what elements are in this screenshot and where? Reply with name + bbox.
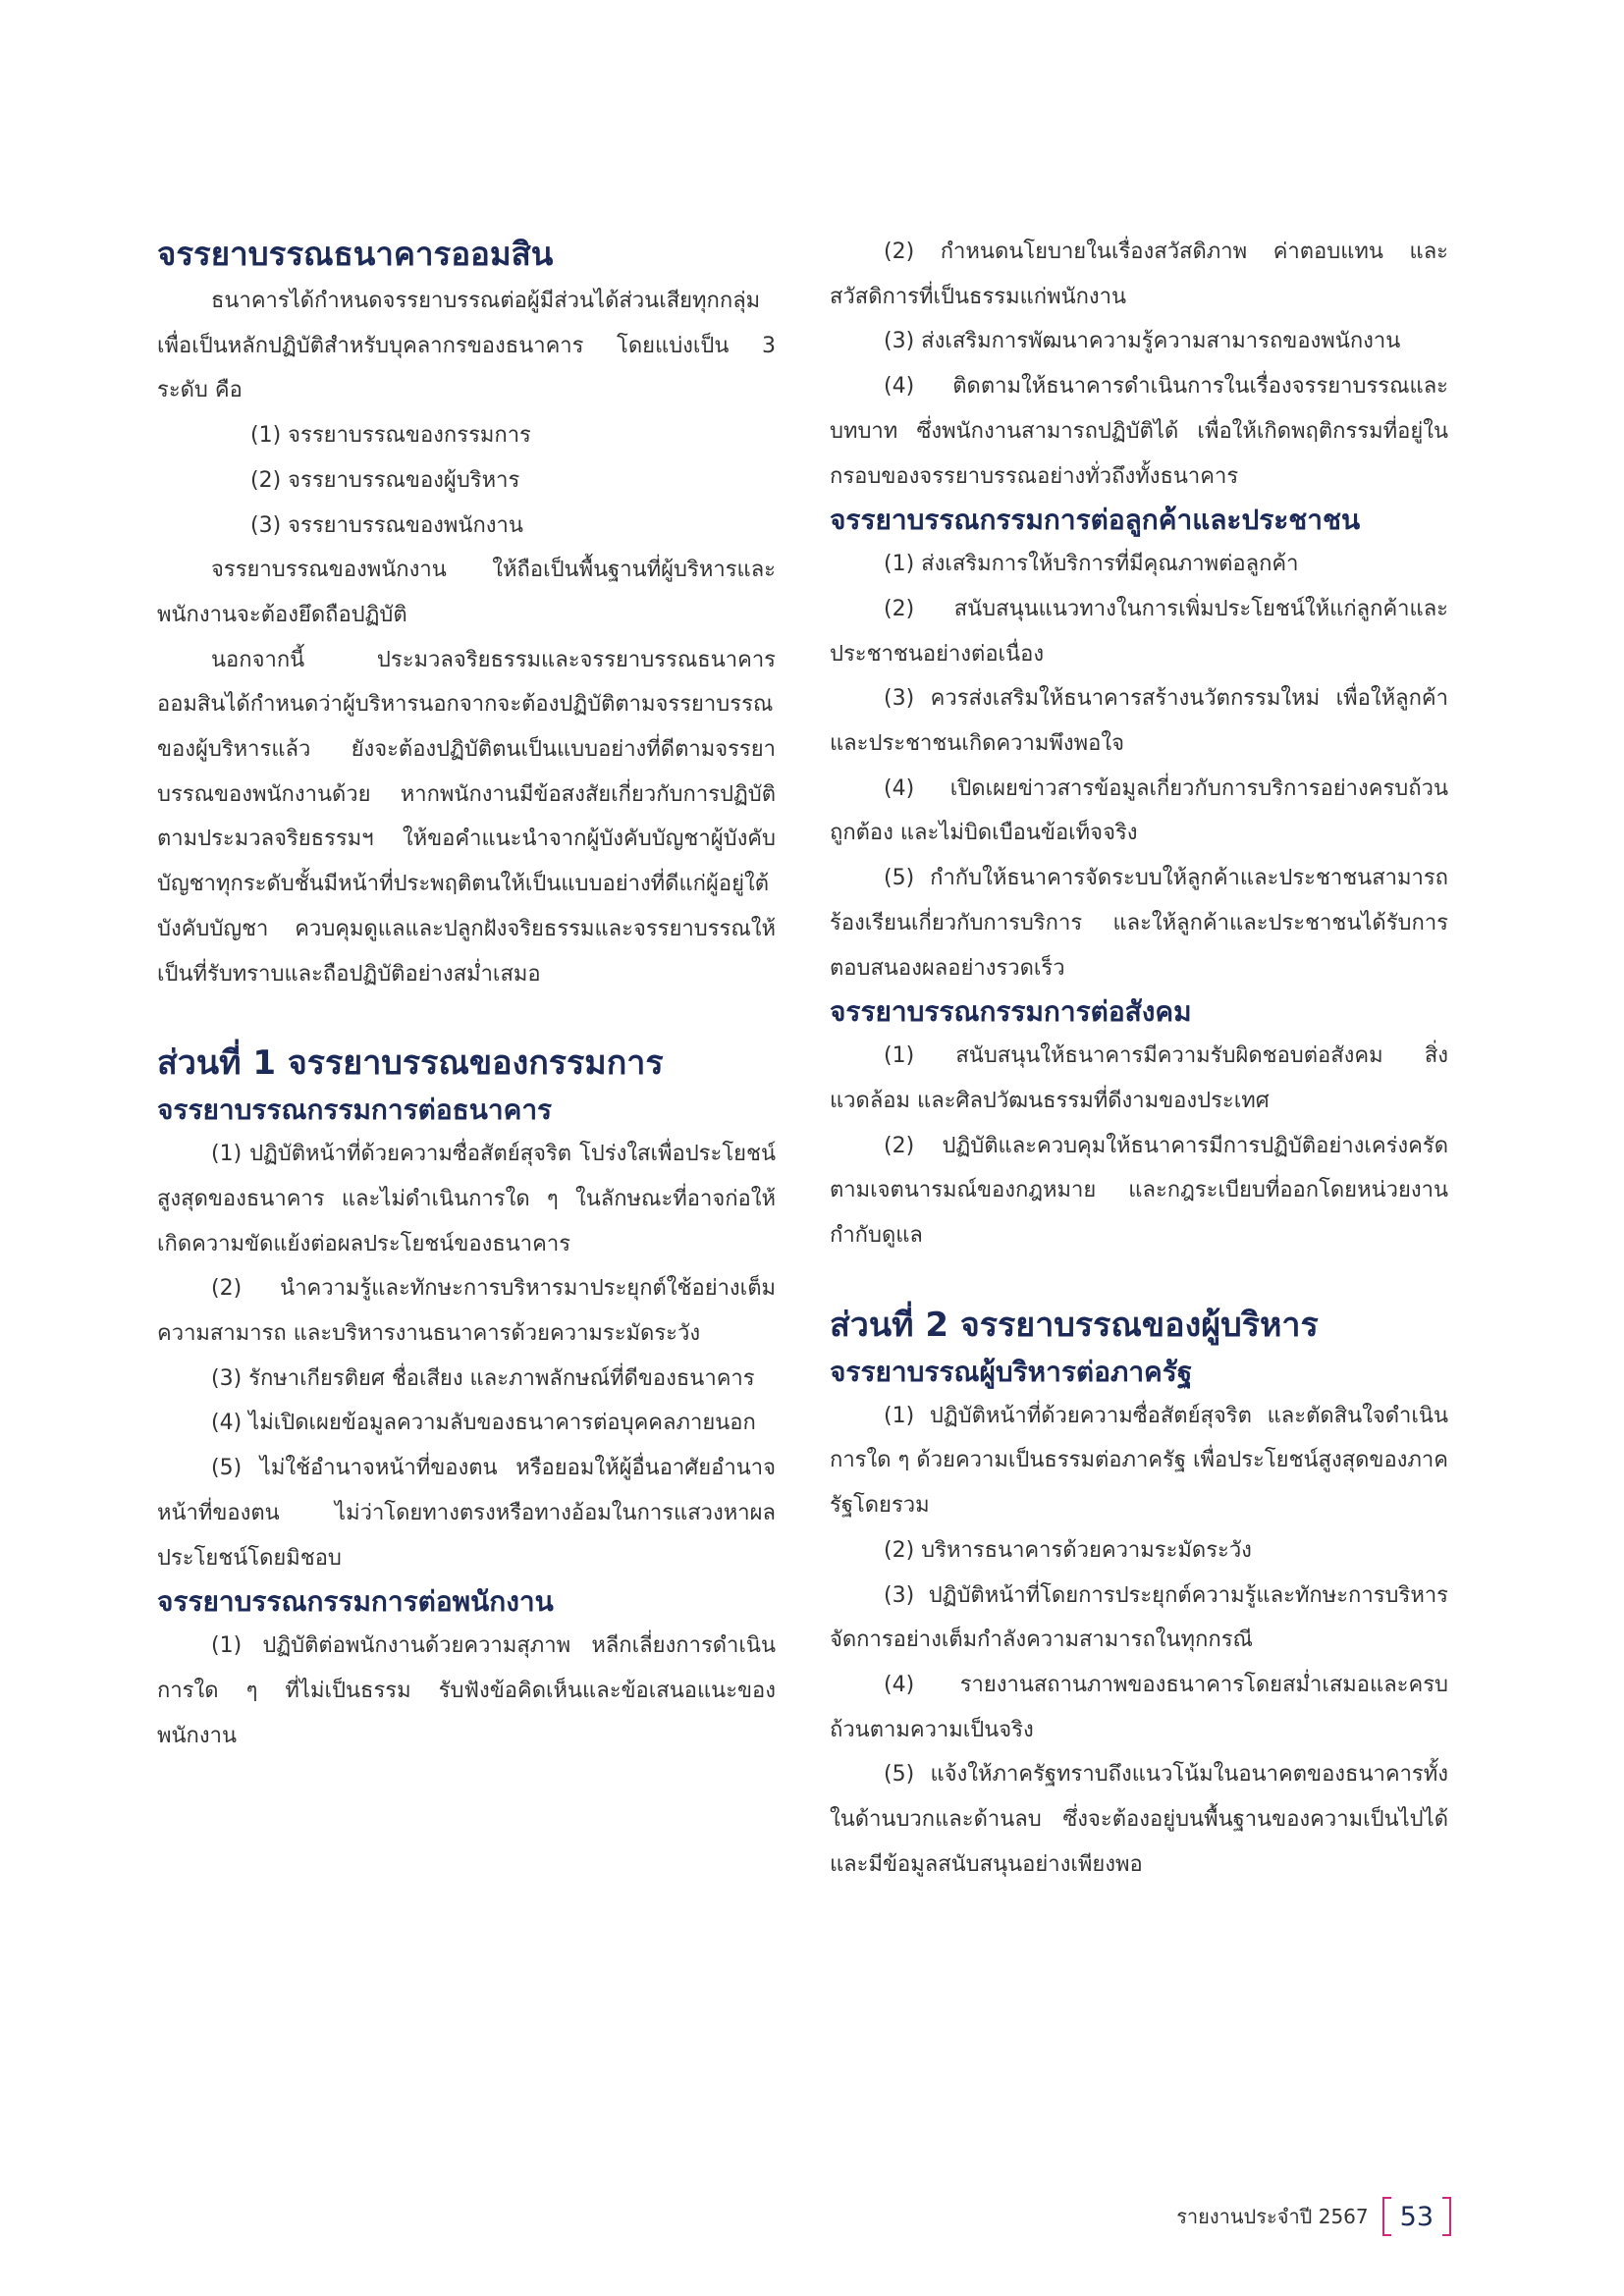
gsb-ethics-heading: จรรยาบรรณธนาคารออมสิน bbox=[157, 235, 554, 273]
part1-title: ส่วนที่ 1 จรรยาบรรณของกรรมการ bbox=[157, 1043, 664, 1084]
list-item: (5) กำกับให้ธนาคารจัดระบบให้ลูกค้าและประชาชนสามารถร้องเรียนเกี่ยวกับการบริการ และให้ลูกค้าและประชาชนได้รับการตอบสนองผลอย่างรวดเร็ว bbox=[830, 866, 1448, 981]
executive-to-state-heading: จรรยาบรรณผู้บริหารต่อภาครัฐ bbox=[830, 1355, 1193, 1388]
executive-ethics-paragraph: นอกจากนี้ ประมวลจริยธรรมและจรรยาบรรณธนาคารออมสินได้กำหนดว่าผู้บริหารนอกจากจะต้องปฏิบัติตามจรรยาบรรณของผู้บริหารแล้ว ยังจะต้องปฏิบัติตนเป็นแบบอย่างที่ดีตามจรรยาบรรณของพนักงานด้วย หากพนักงานมีข้อสงสัยเกี่ยวกับการปฏิบัติตามประมวลจริยธรรมฯ ให้ขอคำแนะนำจากผู้บังคับบัญชาผู้บังคับบัญชาทุกระดับชั้นมีหน้าที่ประพฤติตนให้เป็นแบบอย่างที่ดีแก่ผู้อยู่ใต้บังคับบัญชา ควบคุมดูแลและปลูกฝังจริยธรรมและจรรยาบรรณให้เป็นที่รับทราบและถือปฏิบัติอย่างสม่ำเสมอ bbox=[157, 647, 776, 987]
employee-ethics-paragraph: จรรยาบรรณของพนักงาน ให้ถือเป็นพื้นฐานที่ผู้บริหารและพนักงานจะต้องยึดถือปฏิบัติ bbox=[157, 558, 776, 627]
list-item: (5) แจ้งให้ภาครัฐทราบถึงแนวโน้มในอนาคตของธนาคารทั้งในด้านบวกและด้านลบ ซึ่งจะต้องอยู่บนพื้นฐานของความเป็นไปได้และมีข้อมูลสนับสนุนอย่างเพียงพอ bbox=[830, 1762, 1448, 1877]
left-column bbox=[157, 230, 776, 1758]
page-number-box bbox=[1382, 2197, 1451, 2236]
list-item: (1) ปฏิบัติหน้าที่ด้วยความซื่อสัตย์สุจริต โปร่งใสเพื่อประโยชน์สูงสุดของธนาคาร และไม่ดำเนินการใด ๆ ในลักษณะที่อาจก่อให้เกิดความขัดแย้งต่อผลประโยชน์ของธนาคาร bbox=[157, 1142, 776, 1256]
right-column bbox=[830, 230, 1448, 1888]
page-footer bbox=[1176, 2195, 1451, 2238]
list-item: (3) รักษาเกียรติยศ ชื่อเสียง และภาพลักษณ์ที่ดีของธนาคาร bbox=[211, 1365, 755, 1391]
list-item: (4) รายงานสถานภาพของธนาคารโดยสม่ำเสมอและครบถ้วนตามความเป็นจริง bbox=[830, 1672, 1448, 1742]
part2-title: ส่วนที่ 2 จรรยาบรรณของผู้บริหาร bbox=[830, 1305, 1319, 1345]
list-item: (4) ไม่เปิดเผยข้อมูลความลับของธนาคารต่อบุคคลภายนอก bbox=[211, 1411, 756, 1436]
list-item: (4) ติดตามให้ธนาคารดำเนินการในเรื่องจรรยาบรรณและบทบาท ซึ่งพนักงานสามารถปฏิบัติได้ เพื่อให้เกิดพฤติกรรมที่อยู่ในกรอบของจรรยาบรรณอย่างทั่วถึงทั้งธนาคาร bbox=[830, 374, 1448, 489]
director-to-customer-heading: จรรยาบรรณกรรมการต่อลูกค้าและประชาชน bbox=[830, 504, 1361, 537]
list-item: (1) ปฏิบัติหน้าที่ด้วยความซื่อสัตย์สุจริต และตัดสินใจดำเนินการใด ๆ ด้วยความเป็นธรรมต่อภาครัฐ เพื่อประโยชน์สูงสุดของภาครัฐโดยรวม bbox=[830, 1403, 1448, 1519]
list-item: (2) ปฏิบัติและควบคุมให้ธนาคารมีการปฏิบัติอย่างเคร่งครัดตามเจตนารมณ์ของกฎหมาย และกฎระเบียบที่ออกโดยหน่วยงานกำกับดูแล bbox=[830, 1133, 1448, 1249]
bracket-left-icon bbox=[1382, 2197, 1391, 2236]
intro-paragraph: ธนาคารได้กำหนดจรรยาบรรณต่อผู้มีส่วนได้ส่วนเสียทุกกลุ่มเพื่อเป็นหลักปฏิบัติสำหรับบุคลากรของธนาคาร โดยแบ่งเป็น 3 ระดับ คือ bbox=[157, 289, 776, 403]
list-item: (1) ปฏิบัติต่อพนักงานด้วยความสุภาพ หลีกเลี่ยงการดำเนินการใด ๆ ที่ไม่เป็นธรรม รับฟังข้อคิดเห็นและข้อเสนอแนะของพนักงาน bbox=[157, 1633, 776, 1748]
list-item: (2) กำหนดนโยบายในเรื่องสวัสดิภาพ ค่าตอบแทน และสวัสดิการที่เป็นธรรมแก่พนักงาน bbox=[830, 240, 1448, 309]
level-item: (2) จรรยาบรรณของผู้บริหาร bbox=[250, 467, 520, 493]
list-item: (4) เปิดเผยข่าวสารข้อมูลเกี่ยวกับการบริการอย่างครบถ้วน ถูกต้อง และไม่บิดเบือนข้อเท็จจริง bbox=[830, 775, 1448, 846]
level-item: (1) จรรยาบรรณของกรรมการ bbox=[250, 423, 531, 449]
page-number: 53 bbox=[1399, 2201, 1434, 2232]
bracket-right-icon bbox=[1442, 2197, 1451, 2236]
list-item: (2) สนับสนุนแนวทางในการเพิ่มประโยชน์ให้แก่ลูกค้าและประชาชนอย่างต่อเนื่อง bbox=[830, 596, 1448, 667]
list-item: (3) ส่งเสริมการพัฒนาความรู้ความสามารถของพนักงาน bbox=[884, 329, 1401, 354]
list-item: (3) ควรส่งเสริมให้ธนาคารสร้างนวัตกรรมใหม่ เพื่อให้ลูกค้าและประชาชนเกิดความพึงพอใจ bbox=[830, 686, 1448, 757]
list-item: (3) ปฏิบัติหน้าที่โดยการประยุกต์ความรู้และทักษะการบริหารจัดการอย่างเต็มกำลังความสามารถในทุกกรณี bbox=[830, 1582, 1448, 1653]
list-item: (2) บริหารธนาคารด้วยความระมัดระวัง bbox=[884, 1537, 1252, 1563]
list-item: (1) สนับสนุนให้ธนาคารมีความรับผิดชอบต่อสังคม สิ่งแวดล้อม และศิลปวัฒนธรรมที่ดีงามของประเทศ bbox=[830, 1043, 1448, 1113]
list-item: (1) ส่งเสริมการให้บริการที่มีคุณภาพต่อลูกค้า bbox=[884, 552, 1299, 577]
director-to-bank-heading: จรรยาบรรณกรรมการต่อธนาคาร bbox=[157, 1094, 553, 1127]
director-to-employee-heading: จรรยาบรรณกรรมการต่อพนักงาน bbox=[157, 1585, 554, 1619]
report-label: รายงานประจำปี 2567 bbox=[1176, 2205, 1369, 2228]
list-item: (2) นำความรู้และทักษะการบริหารมาประยุกต์ใช้อย่างเต็มความสามารถ และบริหารงานธนาคารด้วยความระมัดระวัง bbox=[157, 1276, 776, 1347]
list-item: (5) ไม่ใช้อำนาจหน้าที่ของตน หรือยอมให้ผู้อื่นอาศัยอำนาจหน้าที่ของตน ไม่ว่าโดยทางตรงหรือทางอ้อมในการแสวงหาผลประโยชน์โดยมิชอบ bbox=[157, 1456, 776, 1571]
director-to-society-heading: จรรยาบรรณกรรมการต่อสังคม bbox=[830, 995, 1192, 1029]
level-item: (3) จรรยาบรรณของพนักงาน bbox=[250, 512, 523, 538]
